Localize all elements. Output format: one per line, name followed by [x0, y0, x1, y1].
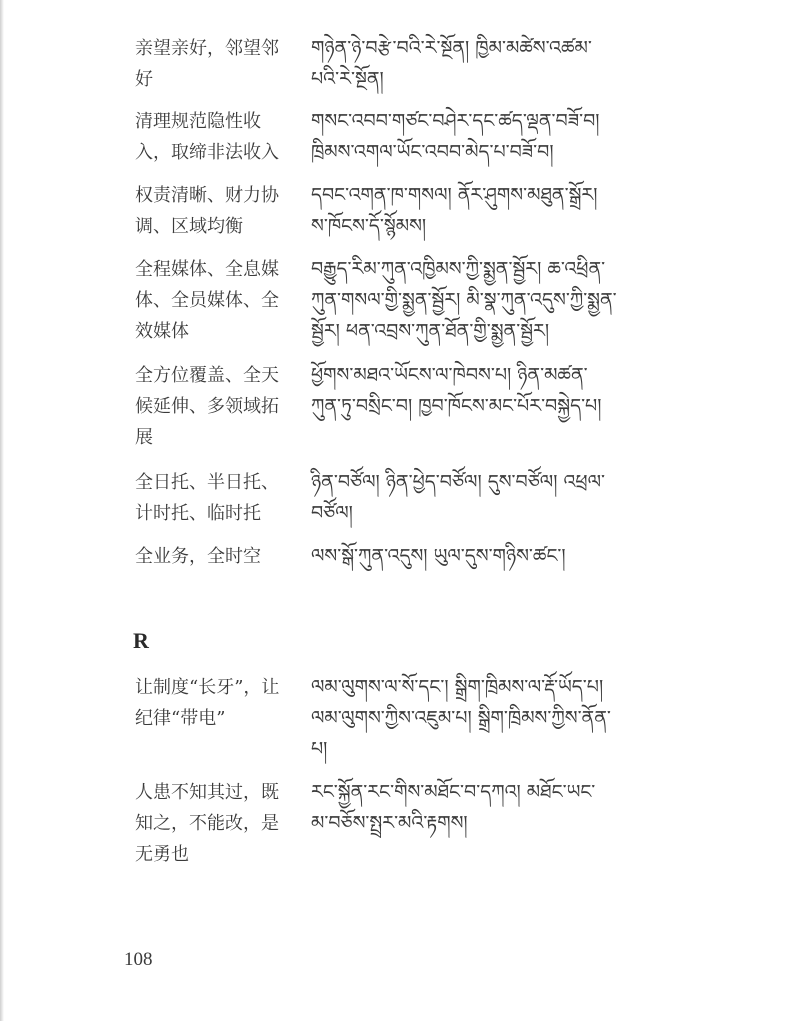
- tibetan-translation: ཕྱོགས་མཐའ་ཡོངས་ལ་ཁེབས་པ། ཉིན་མཚན་ ཀུན་ཏུ་བསྲིང་བ། ཁྱབ་ཁོངས་མང་པོར་བསྐྱེད་པ།: [311, 364, 602, 417]
- chinese-term: 全程媒体、全息媒 体、全员媒体、全 效媒体: [135, 259, 279, 342]
- section-letter: R: [133, 628, 149, 653]
- tibetan-translation: གཉེན་ཉེ་བརྩེ་བའི་རེ་སྔོན། ཁྱིམ་མཚེས་འཚམ་ པའི་རེ་སྔོན།: [311, 37, 592, 90]
- chinese-term: 全日托、半日托、 计时托、临时托: [135, 472, 279, 524]
- tibetan-translation: རང་སྐྱོན་རང་གིས་མཐོང་བ་དཀའ། མཐོང་ཡང་ མ་བཅོས་སྤྲར་མའི་རྟགས།: [311, 781, 596, 834]
- chinese-term: 亲望亲好，邻望邻 好: [135, 38, 279, 90]
- chinese-term: 让制度“长牙”，让 纪律“带电”: [135, 677, 280, 729]
- chinese-term: 全方位覆盖、全天 候延伸、多领域拓 展: [135, 365, 279, 448]
- tibetan-translation: བརྒྱུད་རིམ་ཀུན་འཁྱིམས་ཀྱི་སྨྱན་སྦྱོར། ཆ་འཕྲིན་ ཀུན་གསལ་གྱི་སྨྱན་སྦྱོར། མི་སྣ་ཀུན་འདུས་ཀྱི་སྨྱན་ སྦྱོར། ཕན་འབྲས་ཀུན་ཐོན་གྱི་སྨྱན་སྦྱོར།: [311, 258, 617, 342]
- tibetan-translation: དབང་འགན་ཁ་གསལ། ནོར་ཤུགས་མཐུན་སྒྲོར། ས་ཁོངས་དོ་སྙོམས།: [311, 184, 598, 237]
- chinese-term: 人患不知其过，既 知之，不能改，是 无勇也: [135, 782, 279, 865]
- tibetan-translation: གསང་འབབ་གཙང་བཤེར་དང་ཚད་ལྡན་བཟོ་བ། ཁྲིམས་འགལ་ཡོང་འབབ་མེད་པ་བཟོ་བ།: [311, 110, 600, 163]
- chinese-term: 清理规范隐性收 入，取缔非法收入: [135, 111, 279, 163]
- chinese-term: 权责清晰、财力协 调、区域均衡: [135, 185, 279, 237]
- page-number: 108: [124, 949, 153, 970]
- tibetan-translation: ལམ་ལུགས་ལ་སོ་དང་། སྒྲིག་ཁྲིམས་ལ་རྡོ་ཡོད་པ། ལམ་ལུགས་ཀྱིས་འཇུམ་པ། སྒྲིག་ཁྲིམས་ཀྱིས་ནོན་ པ།: [311, 676, 611, 760]
- chinese-term: 全业务，全时空: [135, 546, 261, 567]
- page-edge-shadow: [0, 0, 4, 1021]
- tibetan-translation: ལས་སྒོ་ཀུན་འདུས། ཡུལ་དུས་གཉིས་ཚང་།: [311, 545, 566, 567]
- tibetan-translation: ཉིན་བཙོལ། ཉིན་ཕྱེད་བཙོལ། དུས་བཙོལ། འཕྲལ་ བཙོལ།: [311, 471, 605, 524]
